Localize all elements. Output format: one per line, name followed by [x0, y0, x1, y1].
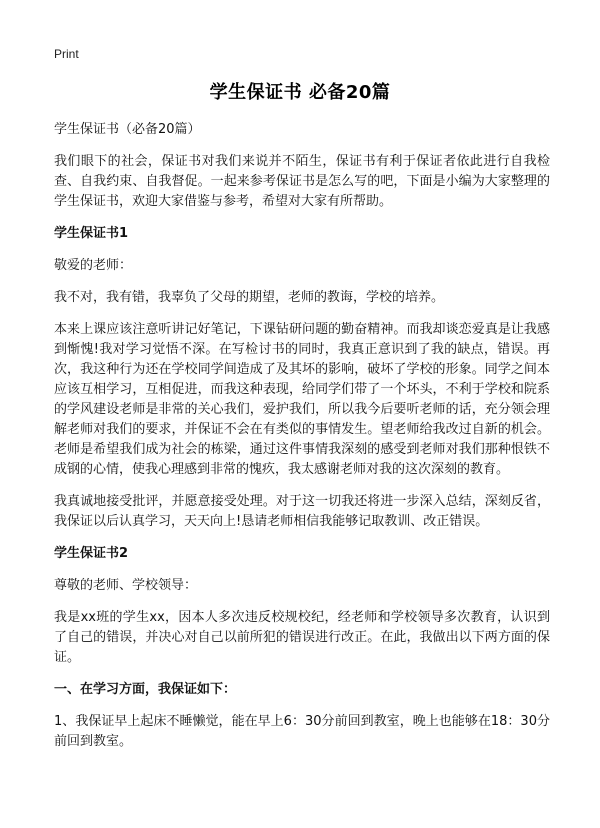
document-title: 学生保证书 必备20篇 — [209, 82, 391, 103]
section2-paragraph-1: 我是xx班的学生xx，因本人多次违反校规校纪，经老师和学校领导多次教育，认识到了自己的错误，并决心对自己以前所犯的错误进行改正。在此，我做出以下两方面的保证。 — [54, 610, 550, 665]
section1-paragraph-3: 我真诚地接受批评，并愿意接受处理。对于这一切我还将进一步深入总结，深刻反省，我保证以后认真学习，天天向上!恳请老师相信我能够记取教训、改正错误。 — [54, 494, 550, 529]
salutation-2: 尊敬的老师、学校领导： — [54, 578, 198, 593]
section1-paragraph-1: 我不对，我有错，我辜负了父母的期望，老师的教诲，学校的培养。 — [54, 290, 445, 305]
section-heading-1: 学生保证书1 — [54, 226, 129, 241]
print-label[interactable]: Print — [54, 47, 79, 61]
section2-item-1: 1、我保证早上起床不睡懒觉，能在早上6：30分前回到教室，晚上也能够在18：30分前回到教室。 — [54, 714, 550, 749]
intro-paragraph: 我们眼下的社会，保证书对我们来说并不陌生，保证书有利于保证者依此进行自我检查、自我约束、自我督促。一起来参考保证书是怎么写的吧，下面是小编为大家整理的学生保证书，欢迎大家借鉴与参考，希望对大家有所帮助。 — [54, 154, 550, 209]
salutation-1: 敬爱的老师： — [54, 258, 133, 273]
section2-subheading: 一、在学习方面，我保证如下： — [54, 682, 237, 697]
document-body — [54, 120, 550, 764]
section1-paragraph-2: 本来上课应该注意听讲记好笔记，下课钻研问题的勤奋精神。而我却谈恋爱真是让我感到惭愧!我对学习觉悟不深。在写检讨书的同时，我真正意识到了我的缺点，错误。再次，我这种行为还在学校同学间造成了及其坏的影响，破坏了学校的形象。同学之间本应该互相学习，互相促进，而我这种表现，给同学们带了一个坏头，不利于学校和院系的学风建设老师是非常的关心我们，爱护我们，所以我今后要听老师的话，充分领会理解老师对我们的要求，并保证不会在有类似的事情发生。望老师给我改过自新的机会。老师是希望我们成为社会的栋梁，通过这件事情我深刻的感受到老师对我们那种恨铁不成钢的心情，使我心理感到非常的愧疚，我太感谢老师对我的这次深刻的教育。 — [54, 322, 550, 477]
document-subtitle: 学生保证书（必备20篇） — [54, 122, 201, 137]
section-heading-2: 学生保证书2 — [54, 546, 129, 561]
